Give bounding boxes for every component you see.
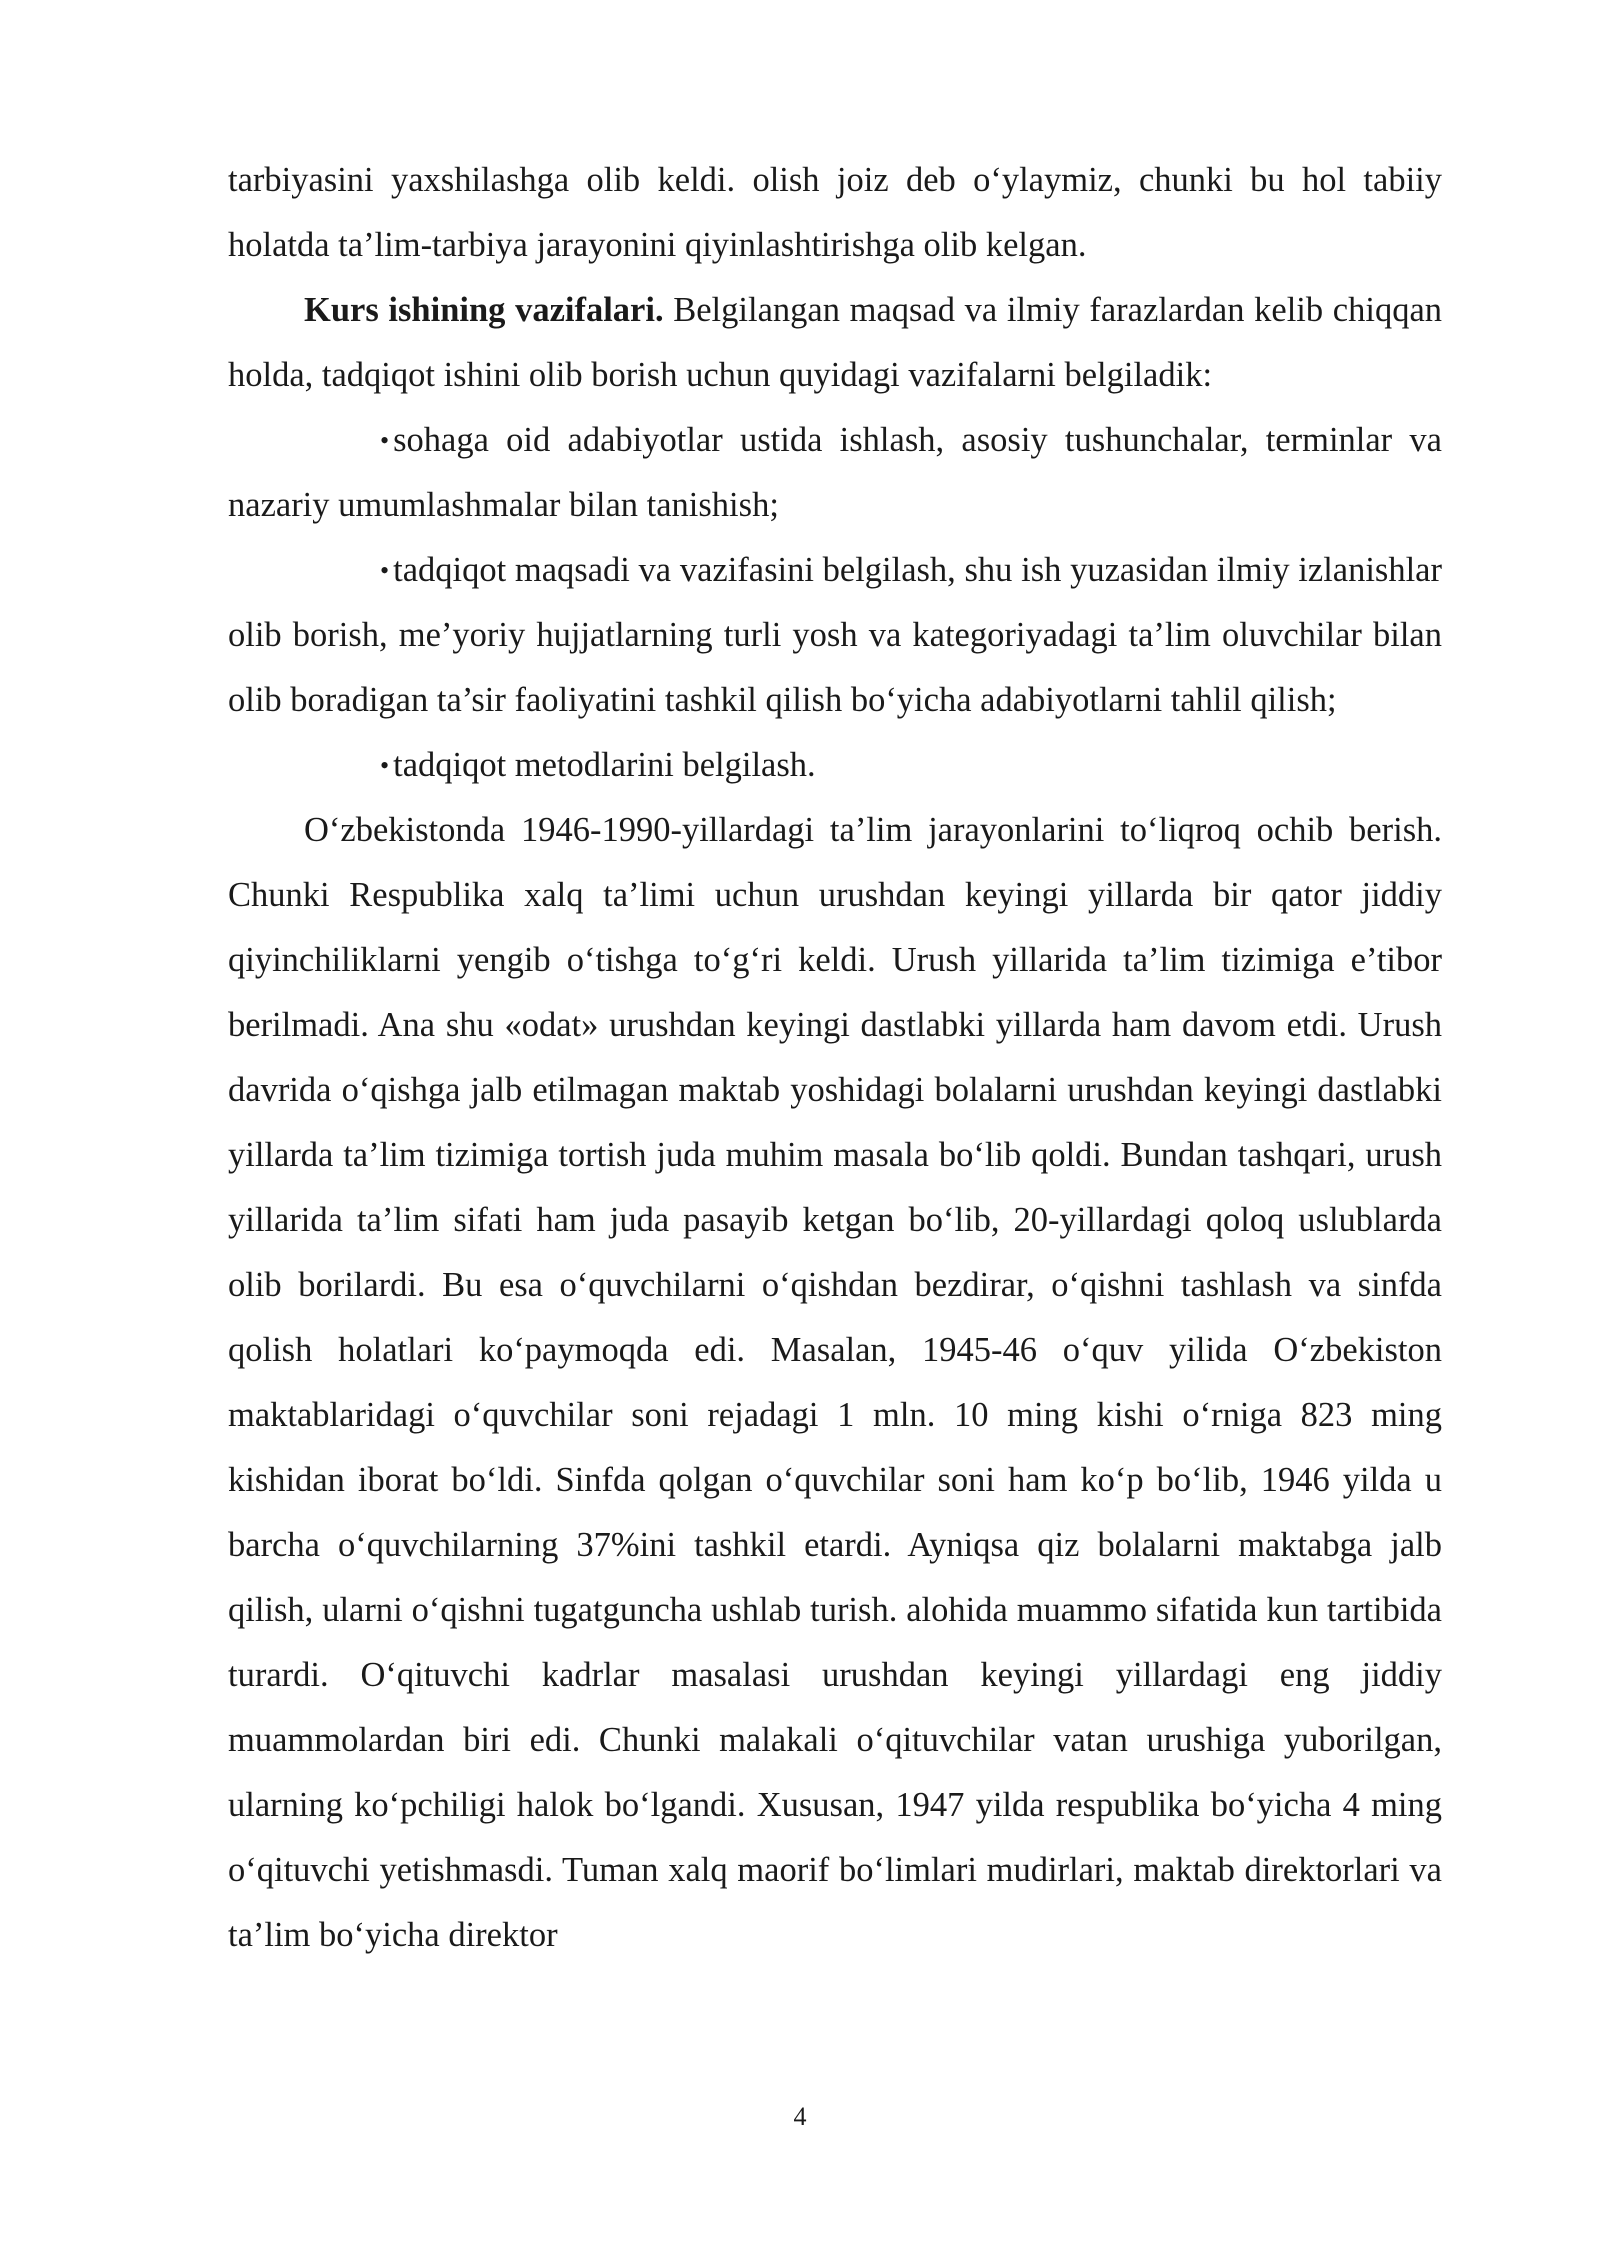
bullet-item xyxy=(228,408,1442,538)
paragraph-tasks xyxy=(228,278,1442,408)
paragraph-tasks-text: Belgilangan maqsad va ilmiy farazlardan kelib chiqqan holda, tadqiqot ishini olib borish uchun quyidagi vazifalarni belgiladik: xyxy=(228,291,1443,394)
bullet-item-text: sohaga oid adabiyotlar ustida ishlash, asosiy tushunchalar, terminlar va nazariy umumlashmalar bilan tanishish; xyxy=(228,421,1442,524)
bullet-icon: • xyxy=(380,751,390,780)
bullet-item xyxy=(228,733,1442,798)
bullet-item-text: tadqiqot metodlarini belgilash. xyxy=(393,746,816,784)
paragraph-intro: tarbiyasini yaxshilashga olib keldi. olish joiz deb o‘ylaymiz, chunki bu hol tabiiy holatda ta’lim-tarbiya jarayonini qiyinlashtirishga olib kelgan. xyxy=(228,161,1442,264)
bullet-item xyxy=(228,538,1442,733)
page-number: 4 xyxy=(793,2102,807,2131)
paragraph-main: O‘zbekistonda 1946-1990-yillardagi ta’lim jarayonlarini to‘liqroq ochib berish. Chunki Respublika xalq ta’limi uchun urushdan keyingi yillarda bir qator jiddiy qiyinchiliklarni yengib o‘tishga to‘g‘ri keldi. Urush yillarida ta’lim tizimiga e’tibor berilmadi. Ana shu «odat» urushdan keyingi dastlabki yillarda ham davom etdi. Urush davrida o‘qishga jalb etilmagan maktab yoshidagi bolalarni urushdan keyingi dastlabki yillarda ta’lim tizimiga tortish juda muhim masala bo‘lib qoldi. Bundan tashqari, urush yillarida ta’lim sifati ham juda pasayib ketgan bo‘lib, 20-yillardagi qoloq uslublarda olib borilardi. Bu esa o‘quvchilarni o‘qishdan bezdirar, o‘qishni tashlash va sinfda qolish holatlari ko‘paymoqda edi. Masalan, 1945-46 o‘quv yilida O‘zbekiston maktablaridagi o‘quvchilar soni rejadagi 1 mln. 10 ming kishi o‘rniga 823 ming kishidan iborat bo‘ldi. Sinfda qolgan o‘quvchilar soni ham ko‘p bo‘lib, 1946 yilda u barcha o‘quvchilarning 37%ini tashkil etardi. Ayniqsa qiz bolalarni maktabga jalb qilish, ularni o‘qishni tugatguncha ushlab turish. alohida muammo sifatida kun tartibida turardi. O‘qituvchi kadrlar masalasi urushdan keyingi yillardagi eng jiddiy muammolardan biri edi. Chunki malakali o‘qituvchilar vatan urushiga yuborilgan, ularning ko‘pchiligi halok bo‘lgandi. Xususan, 1947 yilda respublika bo‘yicha 4 ming o‘qituvchi yetishmasdi. Tuman xalq maorif bo‘limlari mudirlari, maktab direktorlari va ta’lim bo‘yicha direktor xyxy=(228,811,1442,1954)
bullet-icon: • xyxy=(380,556,390,585)
document-page xyxy=(228,148,1442,1968)
bullet-item-text: tadqiqot maqsadi va vazifasini belgilash, shu ish yuzasidan ilmiy izlanishlar olib borish, me’yoriy hujjatlarning turli yosh va kategoriyadagi ta’lim oluvchilar bilan olib boradigan ta’sir faoliyatini tashkil qilish bo‘yicha adabiyotlarni tahlil qilish; xyxy=(228,551,1442,719)
bullet-icon: • xyxy=(380,426,390,455)
section-heading: Kurs ishining vazifalari. xyxy=(304,291,664,329)
